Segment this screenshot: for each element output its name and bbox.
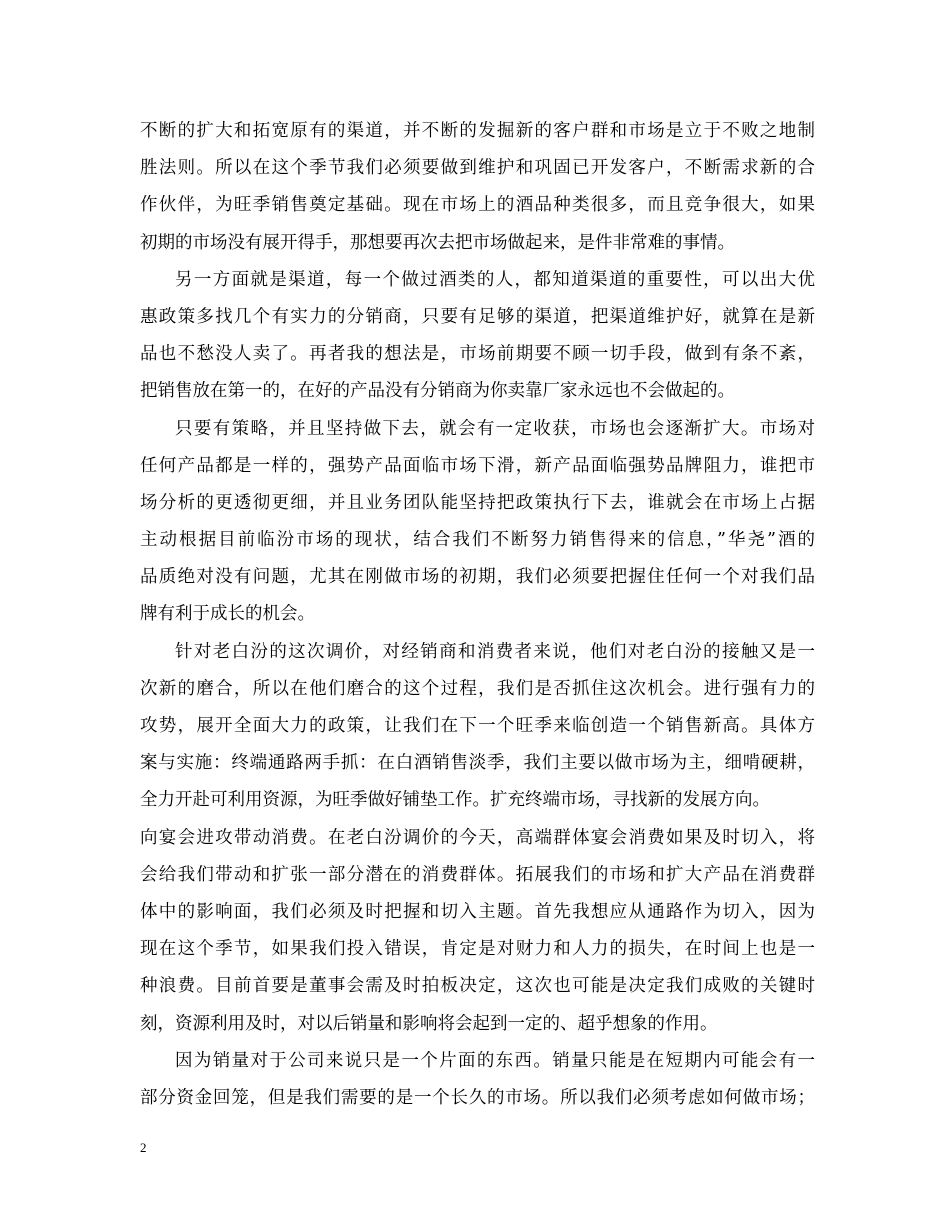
- document-body: [140, 113, 815, 1117]
- text-line: 场分析的更透彻更细，并且业务团队能坚持把政策执行下去，谁就会在市场上占据: [140, 492, 815, 513]
- text-line: 只要有策略，并且坚持做下去，就会有一定收获，市场也会逐渐扩大。市场对: [175, 418, 815, 439]
- text-line: 主动根据目前临汾市场的现状，结合我们不断努力销售得来的信息，”华尧”酒的: [140, 530, 815, 551]
- text-line: 次新的磨合，所以在他们磨合的这个过程，我们是否抓住这次机会。进行强有力的: [140, 678, 815, 699]
- text-line: 把销售放在第一的，在好的产品没有分销商为你卖靠厂家永远也不会做起的。: [140, 381, 735, 402]
- text-line: 另一方面就是渠道，每一个做过酒类的人，都知道渠道的重要性，可以出大优: [175, 269, 815, 290]
- text-line: 会给我们带动和扩张一部分潜在的消费群体。拓展我们的市场和扩大产品在消费群: [140, 864, 815, 885]
- text-line: 不断的扩大和拓宽原有的渠道，并不断的发掘新的客户群和市场是立于不败之地制: [140, 121, 815, 141]
- text-line: 现在这个季节，如果我们投入错误，肯定是对财力和人力的损失，在时间上也是一: [140, 939, 815, 960]
- text-line: 初期的市场没有展开得手，那想要再次去把市场做起来，是件非常难的事情。: [140, 232, 735, 253]
- text-line: 惠政策多找几个有实力的分销商，只要有足够的渠道，把渠道维护好，就算在是新: [140, 306, 815, 327]
- text-line: 牌有利于成长的机会。: [140, 604, 315, 625]
- page-number: 2: [140, 1140, 147, 1155]
- text-line: 任何产品都是一样的，强势产品面临市场下滑，新产品面临强势品牌阻力，谁把市: [140, 455, 815, 476]
- text-line: 攻势，展开全面大力的政策，让我们在下一个旺季来临创造一个销售新高。具体方: [140, 716, 815, 736]
- text-line: 向宴会进攻带动消费。在老白汾调价的今天，高端群体宴会消费如果及时切入，将: [140, 827, 815, 848]
- text-line: 刻，资源利用及时，对以后销量和影响将会起到一定的、超乎想象的作用。: [140, 1013, 718, 1034]
- text-line: 全力开赴可利用资源，为旺季做好铺垫工作。扩充终端市场，寻找新的发展方向。: [140, 790, 770, 811]
- text-line: 种浪费。目前首要是董事会需及时拍板决定，这次也可能是决定我们成败的关键时: [140, 976, 815, 997]
- text-line: 针对老白汾的这次调价，对经销商和消费者来说，他们对老白汾的接触又是一: [175, 641, 815, 662]
- text-line: 因为销量对于公司来说只是一个片面的东西。销量只能是在短期内可能会有一: [175, 1050, 815, 1071]
- text-line: 作伙伴，为旺季销售奠定基础。现在市场上的酒品种类很多，而且竞争很大，如果: [140, 195, 815, 216]
- text-line: 体中的影响面，我们必须及时把握和切入主题。首先我想应从通路作为切入，因为: [140, 901, 815, 922]
- text-line: 案与实施：终端通路两手抓：在白酒销售淡季，我们主要以做市场为主，细啃硬耕，: [140, 753, 815, 774]
- text-line: 部分资金回笼，但是我们需要的是一个长久的市场。所以我们必须考虑如何做市场；: [140, 1087, 815, 1108]
- text-line: 品也不愁没人卖了。再者我的想法是，市场前期要不顾一切手段，做到有条不紊，: [140, 344, 815, 365]
- text-line: 品质绝对没有问题，尤其在刚做市场的初期，我们必须要把握住任何一个对我们品: [140, 567, 815, 588]
- text-line: 胜法则。所以在这个季节我们必须要做到维护和巩固已开发客户，不断需求新的合: [140, 158, 815, 179]
